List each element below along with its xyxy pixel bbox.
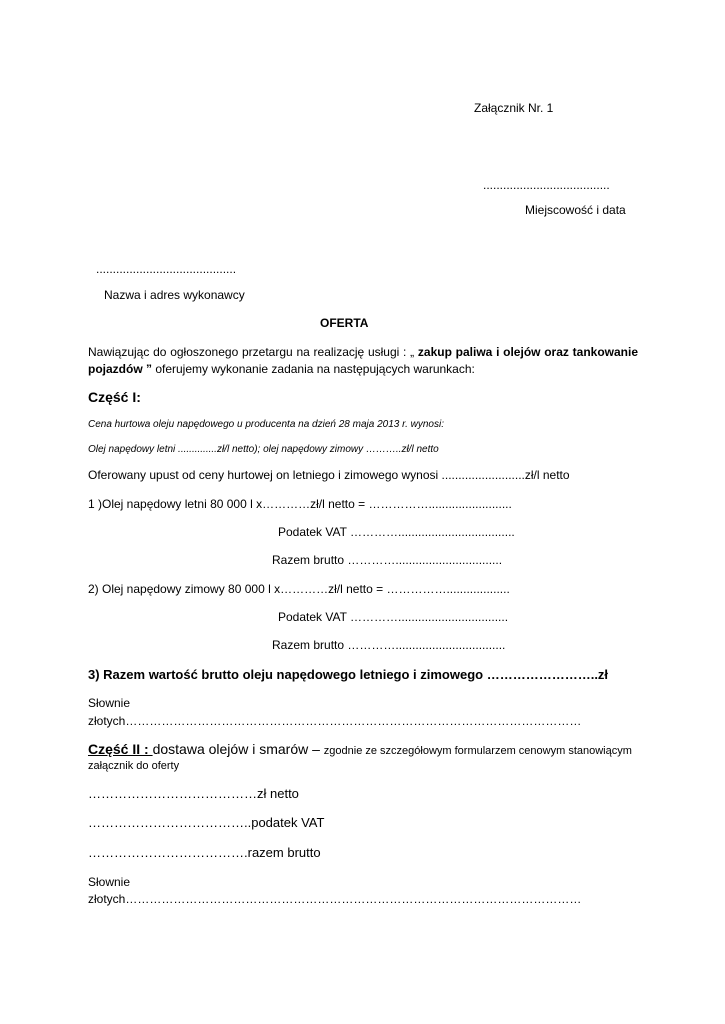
- page-title: OFERTA: [320, 316, 369, 330]
- part2-net: …………………………………zł netto: [88, 786, 299, 801]
- part2-vat: ………………………………..podatek VAT: [88, 815, 325, 830]
- contractor-label: Nazwa i adres wykonawcy: [104, 288, 245, 302]
- total-line: 3) Razem wartość brutto oleju napędowego letniego i zimowego ……………………..zł: [88, 667, 609, 682]
- part2-subject: dostawa olejów i smarów –: [152, 741, 324, 757]
- intro-prefix: Nawiązując do ogłoszonego przetargu na realizację usługi : „: [88, 345, 418, 359]
- part2-note-line1: zgodnie ze szczegółowym formularzem cenowym stanowiącym: [323, 745, 632, 757]
- part2-words-line: złotych……………………………………………………………………………………………………: [88, 892, 582, 906]
- intro-subject: zakup paliwa i olejów oraz tankowanie pojazdów ”: [88, 345, 638, 376]
- winter-oil-line: 2) Olej napędowy zimowy 80 000 l x…………zł/l netto = ……………...................: [88, 582, 510, 596]
- discount-line: Oferowany upust od ceny hurtowej on letniego i zimowego wynosi .........................zł/l netto: [88, 468, 570, 482]
- part2-heading: Część II :: [88, 741, 153, 757]
- winter-vat-line: Podatek VAT ………….................................: [278, 610, 509, 624]
- part2-gross: ……………………………….razem brutto: [88, 845, 321, 860]
- part1-words-line: złotych……………………………………………………………………………………………………: [88, 714, 582, 728]
- oil-prices: Olej napędowy letni ..............zł/l netto); olej napędowy zimowy ………..zł/l netto: [88, 444, 439, 455]
- part2-heading-row: [88, 741, 632, 759]
- summer-oil-line: 1 )Olej napędowy letni 80 000 l x…………zł/l netto = …………….........................: [88, 497, 512, 511]
- price-note: Cena hurtowa oleju napędowego u producenta na dzień 28 maja 2013 r. wynosi:: [88, 419, 444, 430]
- place-date-dots: ......................................: [483, 178, 610, 192]
- part1-heading: Część I:: [88, 389, 141, 405]
- intro-suffix: oferujemy wykonanie zadania na następujących warunkach:: [152, 362, 475, 376]
- summer-gross-line: Razem brutto …………................................: [272, 553, 503, 567]
- summer-vat-line: Podatek VAT …………...................................: [278, 525, 515, 539]
- attachment-number: Załącznik Nr. 1: [474, 101, 554, 115]
- contractor-dots: ..........................................: [96, 262, 237, 276]
- part2-note-line2: załącznik do oferty: [88, 760, 180, 772]
- place-date-label: Miejscowość i data: [525, 203, 626, 217]
- winter-gross-line: Razem brutto ………….................................: [272, 638, 506, 652]
- part1-words-label: Słownie: [88, 696, 131, 710]
- part2-words-label: Słownie: [88, 875, 131, 889]
- intro-paragraph: [88, 344, 638, 378]
